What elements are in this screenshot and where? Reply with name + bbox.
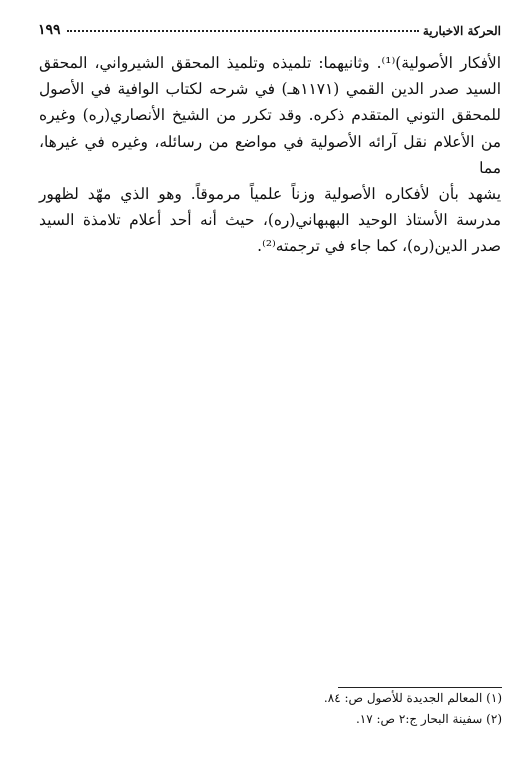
- footnote-1: (١) المعالم الجديدة للأصول ص: ٨٤.: [323, 691, 502, 705]
- text-line: صدر الدين(ره)، كما جاء في ترجمته⁽²⁾.: [257, 237, 501, 256]
- running-title: الحركة الاخبارية: [422, 24, 501, 38]
- footnote-2: (٢) سفينة البحار ج:٢ ص: ١٧.: [355, 712, 502, 726]
- footnote-separator: [338, 687, 502, 688]
- text-line: يشهد بأن لأفكاره الأصولية وزناً علمياً مرموقاً. وهو الذي مهّد لظهور: [39, 185, 501, 204]
- text-line: السيد صدر الدين القمي (١١٧١هـ) في شرحه لكتاب الوافية في الأصول: [39, 80, 502, 99]
- text-line: مدرسة الأستاذ الوحيد البهبهاني(ره)، حيث أنه أحد أعلام تلامذة السيد: [39, 211, 501, 230]
- main-text: [39, 50, 501, 260]
- page-number: ١٩٩: [38, 22, 61, 38]
- header-dotted-leader: [67, 29, 419, 32]
- text-line: للمحقق التوني المتقدم ذكره. وقد تكرر من الشيخ الأنصاري(ره) وغيره: [39, 106, 501, 125]
- page-header: [38, 14, 501, 38]
- text-line: الأفكار الأصولية)⁽¹⁾. وثانيهما: تلميذه وتلميذ المحقق الشيرواني، المحقق: [39, 54, 501, 72]
- text-line: من الأعلام نقل آرائه الأصولية في مواضع من رسائله، وغيره في غيرها، مما: [39, 132, 501, 177]
